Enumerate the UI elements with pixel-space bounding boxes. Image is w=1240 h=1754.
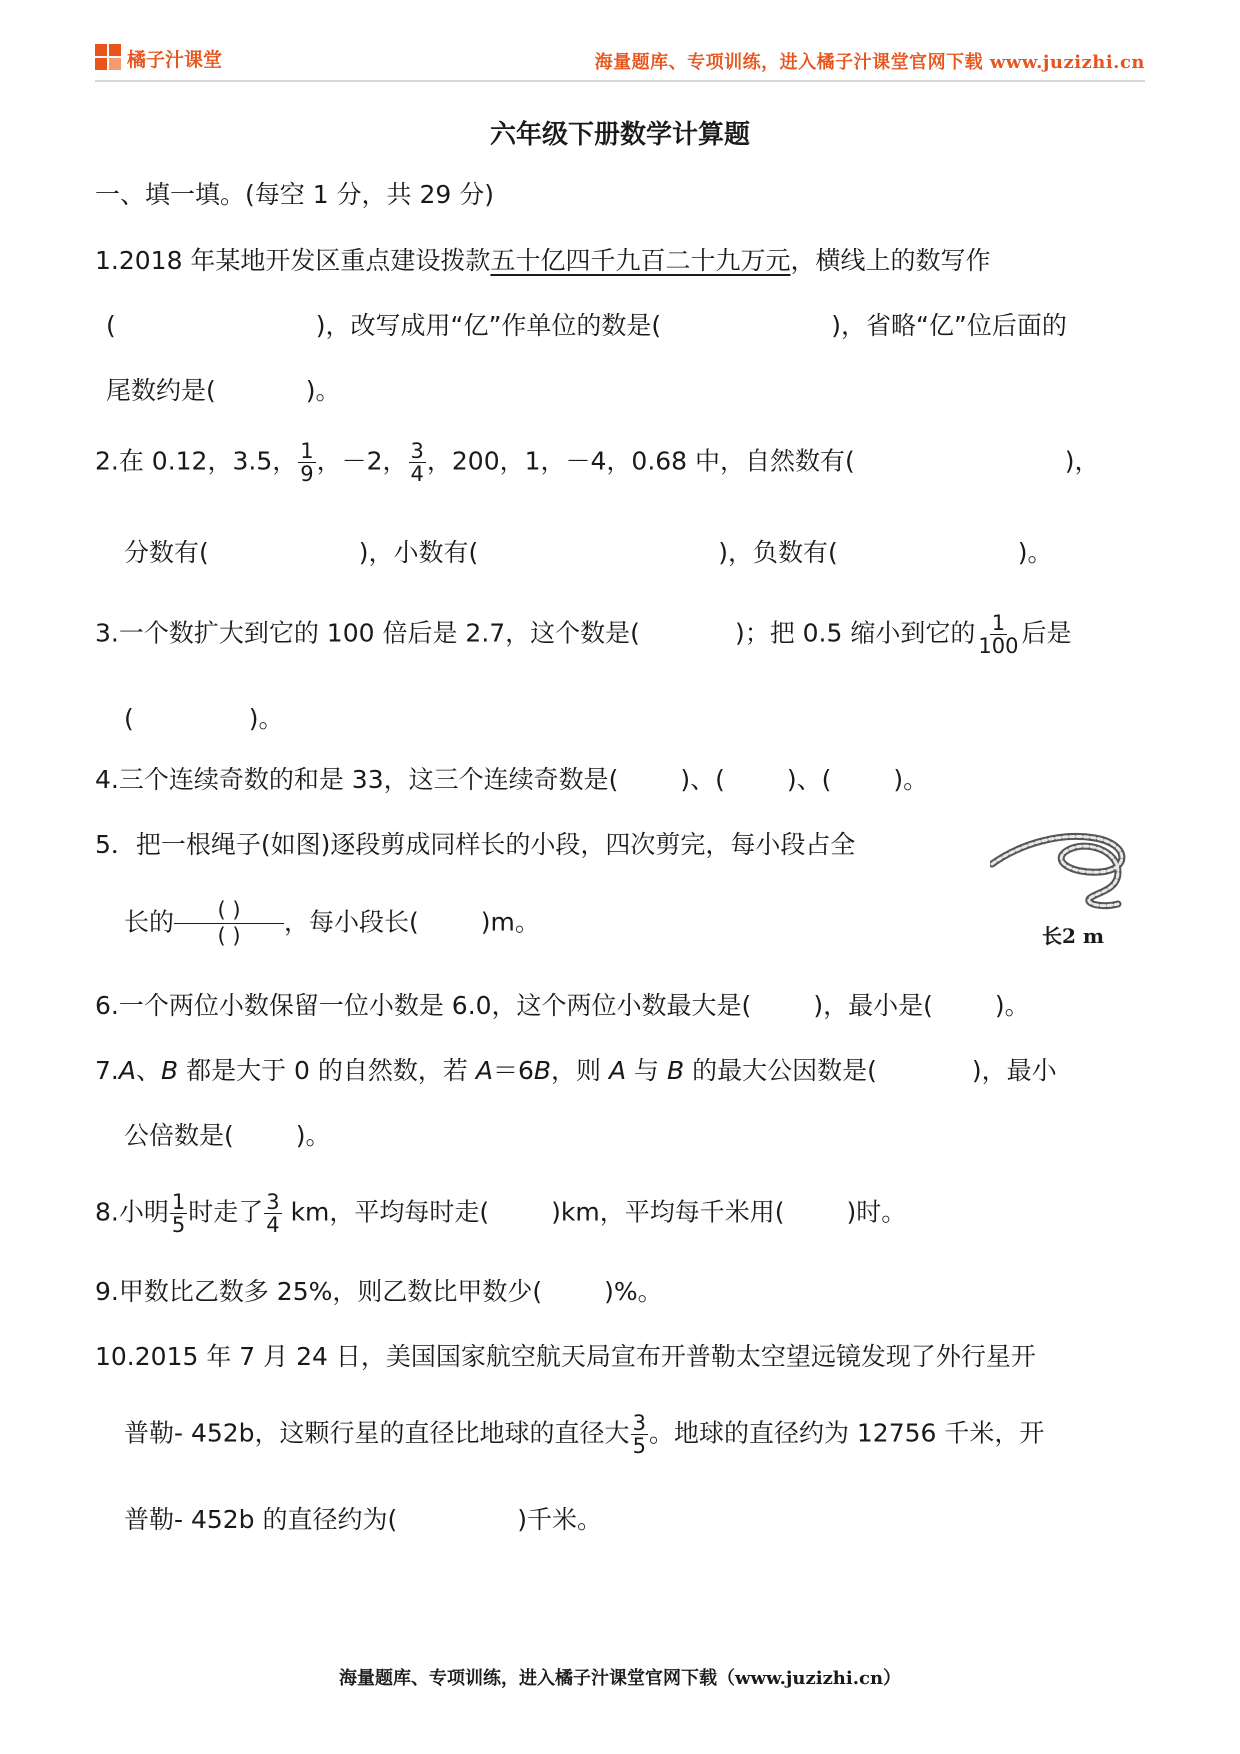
question-5-line-2: 长的 $\frac{( )}{( )}$ ，每小段长( )m。 — [124, 898, 540, 949]
fraction-answer-blank[interactable]: $\frac{( )}{( )}$ — [174, 898, 284, 949]
fraction: $\frac{1}{5}$ — [171, 1190, 186, 1238]
question-7-line-1: 7.A、B 都是大于 0 的自然数，若 A＝6B，则 A 与 B 的最大公因数是( )，最小 — [95, 1056, 1057, 1085]
page-title: 六年级下册数学计算题 — [489, 120, 750, 150]
question-10-line-2: 普勒- 452b，这颗行星的直径比地球的直径大 $\frac{3}{5}$ 。地球的直径约为 12756 千米，开 — [124, 1411, 1045, 1459]
fraction: $\frac{3}{5}$ — [632, 1411, 646, 1459]
question-3-line-1: 3.一个数扩大到它的 100 倍后是 2.7，这个数是( )；把 0.5 缩小到它的 $\frac{1}{100}$ 后是 — [95, 611, 1072, 659]
header-divider — [95, 80, 1145, 82]
header-slogan: 海量题库、专项训练，进入橘子汁课堂官网下载 www.juzizhi.cn — [594, 52, 1145, 73]
logo — [95, 44, 222, 72]
question-4: 4.三个连续奇数的和是 33，这三个连续奇数是( )、( )、( )。 — [95, 765, 929, 794]
fraction: $\frac{3}{4}$ — [410, 439, 424, 487]
question-9: 9.甲数比乙数多 25%，则乙数比甲数少( )%。 — [95, 1277, 663, 1306]
underlined-amount: 五十亿四千九百二十九万元 — [490, 246, 791, 275]
fraction: $\frac{1}{100}$ — [978, 611, 1019, 659]
fraction: $\frac{1}{9}$ — [300, 439, 314, 487]
question-10-line-1: 10.2015 年 7 月 24 日，美国国家航空航天局宣布开普勒太空望远镜发现了外行星开 — [95, 1342, 1036, 1371]
logo-icon — [95, 44, 123, 72]
question-5-line-1: 5．把一根绳子(如图)逐段剪成同样长的小段，四次剪完，每小段占全 — [95, 830, 856, 859]
question-10-line-3: 普勒- 452b 的直径约为( )千米。 — [124, 1505, 603, 1534]
rope-image — [990, 832, 1135, 912]
fraction: $\frac{3}{4}$ — [266, 1190, 280, 1238]
question-3-line-2: ( )。 — [124, 704, 284, 733]
question-2-line-2: 分数有( )，小数有( )，负数有( )。 — [124, 538, 1053, 567]
question-1-line-1: 1.2018 年某地开发区重点建设拨款五十亿四千九百二十九万元，横线上的数写作 — [95, 246, 991, 275]
section-heading: 一、填一填。(每空 1 分，共 29 分) — [95, 180, 495, 209]
question-8: 8.小明 $\frac{1}{5}$ 时走了 $\frac{3}{4}$ km，平均每时走( )km，平均每千米用( )时。 — [95, 1190, 907, 1238]
rope-length-label: 长2 m — [1042, 924, 1105, 948]
question-6: 6.一个两位小数保留一位小数是 6.0，这个两位小数最大是( )，最小是( )。 — [95, 991, 1030, 1020]
question-1-line-2: ( )，改写成用“亿”作单位的数是( )，省略“亿”位后面的 — [106, 311, 1067, 340]
logo-text: 橘子汁课堂 — [127, 48, 223, 71]
page-header — [95, 40, 1145, 84]
question-1-line-3: 尾数约是( )。 — [106, 376, 341, 405]
page-footer: 海量题库、专项训练，进入橘子汁课堂官网下载（www.juzizhi.cn） — [338, 1668, 902, 1689]
question-2-line-1: 2.在 0.12，3.5， $\frac{1}{9}$ ，－2， $\frac{3}{4}$ ，200，1，－4，0.68 中，自然数有( )， — [95, 439, 1100, 487]
question-7-line-2: 公倍数是( )。 — [124, 1121, 331, 1150]
